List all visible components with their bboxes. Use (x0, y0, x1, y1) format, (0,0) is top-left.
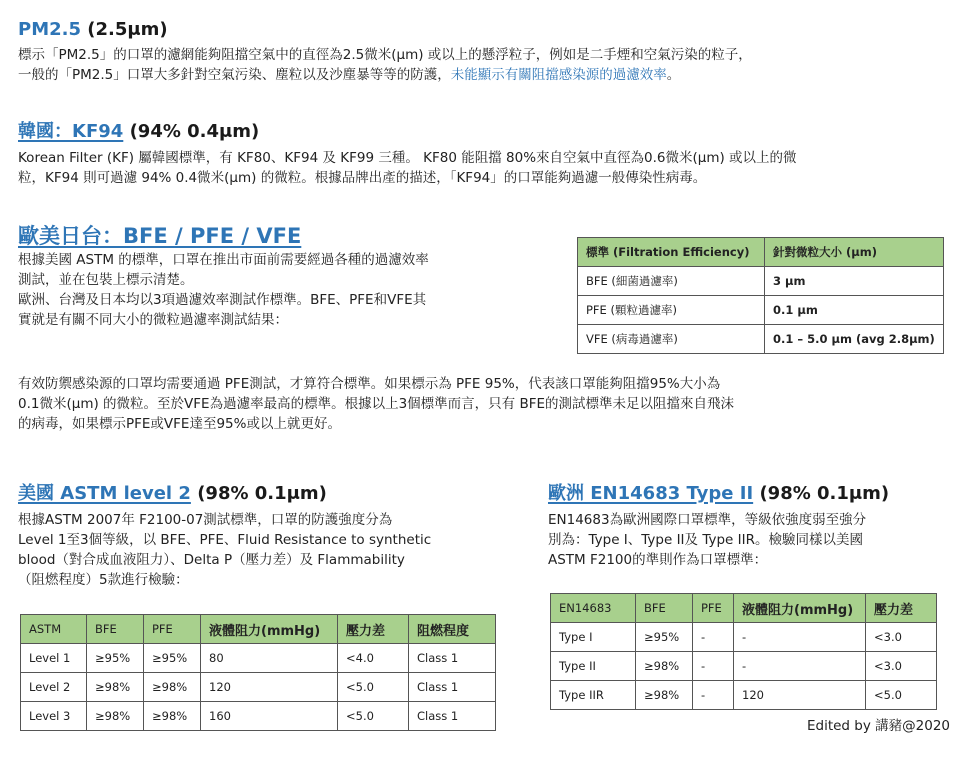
cell: ≥98% (87, 673, 144, 702)
pm25-subtitle: (2.5μm) (87, 19, 168, 40)
cell: ≥98% (636, 681, 693, 710)
cell: Level 1 (21, 644, 87, 673)
header-en14683: EN14683 (551, 594, 636, 623)
cell: 80 (201, 644, 338, 673)
header-bfe: BFE (87, 615, 144, 644)
pm25-heading (18, 18, 168, 42)
header-standard: 標準 (Filtration Efficiency) (578, 238, 765, 267)
table-row (578, 267, 944, 296)
astm-line-3: blood（對合成血液阻力）、Delta P（壓力差）及 Flammability (18, 552, 405, 568)
editor-credit: Edited by 講豬@2020 (806, 718, 950, 734)
cell: - (693, 681, 734, 710)
cell: 0.1 μm (765, 296, 944, 325)
table-row (578, 296, 944, 325)
pm25-title: PM2.5 (18, 19, 81, 40)
table-row (21, 673, 496, 702)
table-row (551, 652, 937, 681)
table-header-row (551, 594, 937, 623)
cell: 120 (201, 673, 338, 702)
header-pfe: PFE (693, 594, 734, 623)
table-row (551, 623, 937, 652)
astm-line-1: 根據ASTM 2007年 F2100-07測試標準，口罩的防護強度分為 (18, 512, 393, 528)
kf94-body (18, 148, 968, 188)
cell: <4.0 (338, 644, 409, 673)
pm25-line-1: 標示「PM2.5」的口罩的濾網能夠阻擋空氣中的直徑為2.5微米(μm) 或以上的懸浮粒子，例如是二手煙和空氣污染的粒子， (18, 47, 752, 63)
astm-line-2: Level 1至3個等級，以 BFE、PFE、Fluid Resistance to synthetic (18, 532, 432, 548)
header-pfe: PFE (144, 615, 201, 644)
header-astm: ASTM (21, 615, 87, 644)
kf94-title: 韓國：KF94 (18, 121, 124, 142)
astm-subtitle: (98% 0.1μm) (197, 483, 327, 504)
table-row (551, 681, 937, 710)
astm-line-4: （阻燃程度）5款進行檢驗： (18, 572, 189, 588)
header-fluid-resistance: 液體阻力(mmHg) (201, 615, 338, 644)
cell: Class 1 (409, 673, 496, 702)
bfe-line-3: 歐洲、台灣及日本均以3項過濾效率測試作標準。BFE、PFE和VFE其 (18, 292, 427, 308)
cell: 160 (201, 702, 338, 731)
cell: Type I (551, 623, 636, 652)
table-row (578, 325, 944, 354)
cell: 0.1 – 5.0 μm (avg 2.8μm) (765, 325, 944, 354)
bfe-line-2: 測試，並在包裝上標示清楚。 (18, 272, 194, 288)
en14683-line-1: EN14683為歐洲國際口罩標準，等級依強度弱至強分 (548, 512, 867, 528)
kf94-subtitle: (94% 0.4μm) (129, 121, 260, 142)
cell: <5.0 (866, 681, 937, 710)
pm25-body (18, 45, 968, 85)
pfe-note-line-3: 的病毒，如果標示PFE或VFE達至95%或以上就更好。 (18, 416, 341, 432)
cell: - (734, 623, 866, 652)
cell: - (693, 623, 734, 652)
header-delta-p: 壓力差 (866, 594, 937, 623)
cell: VFE (病毒過濾率) (578, 325, 765, 354)
cell: PFE (顆粒過濾率) (578, 296, 765, 325)
cell: <5.0 (338, 673, 409, 702)
cell: <3.0 (866, 652, 937, 681)
astm-body (18, 510, 518, 590)
bfe-title: 歐美日台：BFE / PFE / VFE (18, 224, 302, 248)
en14683-line-3: ASTM F2100的準則作為口罩標準： (548, 552, 768, 568)
en14683-heading (548, 482, 889, 506)
cell: ≥98% (144, 673, 201, 702)
cell: BFE (細菌過濾率) (578, 267, 765, 296)
pfe-note (18, 374, 968, 434)
cell: Type IIR (551, 681, 636, 710)
table-row (21, 644, 496, 673)
cell: <5.0 (338, 702, 409, 731)
header-flammability: 阻燃程度 (409, 615, 496, 644)
pfe-note-line-1: 有效防禦感染源的口罩均需要通過 PFE測試，才算符合標準。如果標示為 PFE 95%，代表該口罩能夠阻擋95%大小為 (18, 376, 721, 392)
kf94-line-2: 粒，KF94 則可過濾 94% 0.4微米(μm) 的微粒。根據品牌出產的描述，「KF94」的口罩能夠過濾一般傳染性病毒。 (18, 170, 707, 186)
cell: ≥95% (87, 644, 144, 673)
header-bfe: BFE (636, 594, 693, 623)
en14683-subtitle: (98% 0.1μm) (759, 483, 890, 504)
table-header-row (21, 615, 496, 644)
header-particle-size: 針對微粒大小 (μm) (765, 238, 944, 267)
en14683-title: 歐洲 EN14683 Type II (548, 483, 754, 504)
pm25-line-2: 一般的「PM2.5」口罩大多針對空氣污染、塵粒以及沙塵暴等等的防護，未能顯示有關阻擋感染源的過濾效率。 (18, 67, 681, 83)
cell: ≥98% (636, 652, 693, 681)
kf94-line-1: Korean Filter (KF) 屬韓國標準，有 KF80、KF94 及 KF99 三種。 KF80 能阻擋 80%來自空氣中直徑為0.6微米(μm) 或以上的微 (18, 150, 797, 166)
cell: 3 μm (765, 267, 944, 296)
bfe-line-1: 根據美國 ASTM 的標準，口罩在推出市面前需要經過各種的過濾效率 (18, 252, 429, 268)
bfe-heading (18, 224, 301, 248)
cell: ≥95% (636, 623, 693, 652)
header-delta-p: 壓力差 (338, 615, 409, 644)
en14683-table (550, 593, 937, 710)
cell: ≥95% (144, 644, 201, 673)
cell: <3.0 (866, 623, 937, 652)
kf94-heading (18, 120, 259, 144)
filtration-table (577, 237, 944, 354)
pm25-highlight: 未能顯示有關阻擋感染源的過濾效率 (450, 67, 667, 83)
table-row (21, 702, 496, 731)
header-fluid-resistance: 液體阻力(mmHg) (734, 594, 866, 623)
cell: - (693, 652, 734, 681)
en14683-line-2: 別為：Type I、Type II及 Type IIR。檢驗同樣以美國 (548, 532, 863, 548)
astm-heading (18, 482, 327, 506)
pfe-note-line-2: 0.1微米(μm) 的微粒。至於VFE為過濾率最高的標準。根據以上3個標準而言，只有 BFE的測試標準未足以阻擋來自飛沫 (18, 396, 734, 412)
bfe-body (18, 250, 563, 330)
cell: Class 1 (409, 702, 496, 731)
table-header-row (578, 238, 944, 267)
cell: Level 3 (21, 702, 87, 731)
cell: Class 1 (409, 644, 496, 673)
en14683-body (548, 510, 968, 570)
cell: ≥98% (87, 702, 144, 731)
cell: - (734, 652, 866, 681)
cell: 120 (734, 681, 866, 710)
cell: Type II (551, 652, 636, 681)
cell: ≥98% (144, 702, 201, 731)
cell: Level 2 (21, 673, 87, 702)
bfe-line-4: 實就是有關不同大小的微粒過濾率測試結果： (18, 312, 288, 328)
astm-table (20, 614, 496, 731)
astm-title: 美國 ASTM level 2 (18, 483, 191, 504)
